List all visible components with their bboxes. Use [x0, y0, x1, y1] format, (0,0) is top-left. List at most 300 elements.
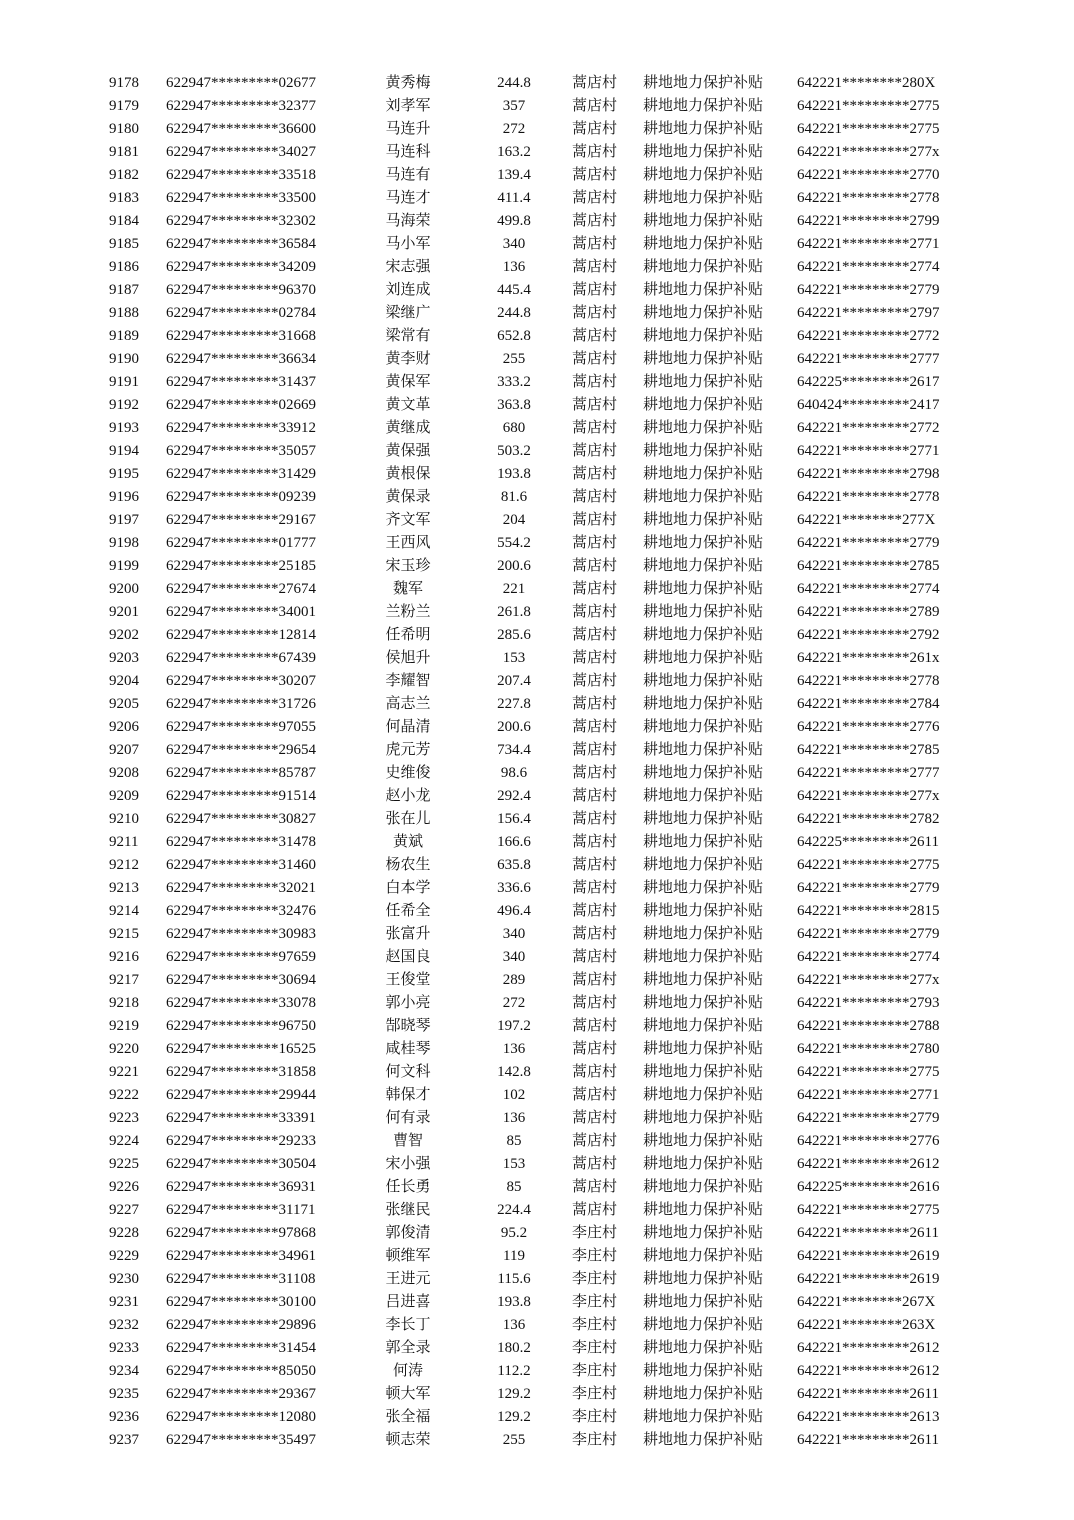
village: 蒿店村	[572, 1110, 618, 1126]
id-number: 642221*********2792	[797, 627, 940, 643]
subsidy-amount: 163.2	[497, 144, 531, 160]
farmer-name: 郭俊清	[385, 1225, 431, 1241]
farmer-name: 黄李财	[385, 351, 431, 367]
subsidy-type: 耕地地力保护补贴	[643, 719, 764, 735]
table-row	[0, 739, 1074, 762]
row-number: 9193	[109, 420, 139, 436]
bank-account: 622947*********36931	[166, 1179, 316, 1195]
subsidy-type: 耕地地力保护补贴	[643, 512, 764, 528]
bank-account: 622947*********33391	[166, 1110, 316, 1126]
row-number: 9184	[109, 213, 139, 229]
row-number: 9237	[109, 1432, 139, 1448]
subsidy-type: 耕地地力保护补贴	[643, 857, 764, 873]
table-row	[0, 762, 1074, 785]
row-number: 9229	[109, 1248, 139, 1264]
table-row	[0, 1130, 1074, 1153]
subsidy-amount: 85	[506, 1179, 522, 1195]
farmer-name: 马连有	[385, 167, 431, 183]
subsidy-type: 耕地地力保护补贴	[643, 1294, 764, 1310]
subsidy-type: 耕地地力保护补贴	[643, 1225, 764, 1241]
village: 李庄村	[572, 1340, 618, 1356]
subsidy-amount: 496.4	[497, 903, 531, 919]
bank-account: 622947*********33500	[166, 190, 316, 206]
bank-account: 622947*********31726	[166, 696, 316, 712]
bank-account: 622947*********02784	[166, 305, 316, 321]
table-row	[0, 808, 1074, 831]
id-number: 642225*********2616	[797, 1179, 940, 1195]
table-row	[0, 647, 1074, 670]
subsidy-type: 耕地地力保护补贴	[643, 374, 764, 390]
village: 蒿店村	[572, 443, 618, 459]
farmer-name: 马海荣	[385, 213, 431, 229]
row-number: 9213	[109, 880, 139, 896]
bank-account: 622947*********30827	[166, 811, 316, 827]
farmer-name: 宋小强	[385, 1156, 431, 1172]
subsidy-amount: 445.4	[497, 282, 531, 298]
farmer-name: 何文科	[385, 1064, 431, 1080]
row-number: 9211	[109, 834, 139, 850]
village: 李庄村	[572, 1294, 618, 1310]
table-row	[0, 877, 1074, 900]
bank-account: 622947*********67439	[166, 650, 316, 666]
id-number: 642221*********2619	[797, 1271, 940, 1287]
id-number: 642221*********2613	[797, 1409, 940, 1425]
table-row	[0, 1153, 1074, 1176]
subsidy-amount: 224.4	[497, 1202, 531, 1218]
row-number: 9197	[109, 512, 139, 528]
bank-account: 622947*********31668	[166, 328, 316, 344]
bank-account: 622947*********36600	[166, 121, 316, 137]
table-row	[0, 233, 1074, 256]
village: 蒿店村	[572, 282, 618, 298]
subsidy-type: 耕地地力保护补贴	[643, 1064, 764, 1080]
bank-account: 622947*********29944	[166, 1087, 316, 1103]
bank-account: 622947*********32476	[166, 903, 316, 919]
table-row	[0, 1176, 1074, 1199]
village: 蒿店村	[572, 627, 618, 643]
row-number: 9181	[109, 144, 139, 160]
bank-account: 622947*********85787	[166, 765, 316, 781]
subsidy-amount: 102	[502, 1087, 526, 1103]
table-row	[0, 670, 1074, 693]
id-number: 642221*********277x	[797, 972, 940, 988]
id-number: 642221*********277x	[797, 788, 940, 804]
row-number: 9186	[109, 259, 139, 275]
subsidy-amount: 333.2	[497, 374, 531, 390]
subsidy-amount: 272	[502, 995, 526, 1011]
row-number: 9234	[109, 1363, 139, 1379]
village: 李庄村	[572, 1363, 618, 1379]
id-number: 642221*********2772	[797, 420, 940, 436]
village: 蒿店村	[572, 489, 618, 505]
table-row	[0, 624, 1074, 647]
table-row	[0, 1038, 1074, 1061]
subsidy-amount: 340	[502, 926, 526, 942]
row-number: 9215	[109, 926, 139, 942]
farmer-name: 梁继广	[385, 305, 431, 321]
bank-account: 622947*********31460	[166, 857, 316, 873]
subsidy-amount: 635.8	[497, 857, 531, 873]
id-number: 642221*********261x	[797, 650, 940, 666]
farmer-name: 马小军	[385, 236, 431, 252]
village: 蒿店村	[572, 420, 618, 436]
village: 蒿店村	[572, 1156, 618, 1172]
subsidy-type: 耕地地力保护补贴	[643, 305, 764, 321]
subsidy-amount: 499.8	[497, 213, 531, 229]
table-row	[0, 1314, 1074, 1337]
table-row	[0, 1061, 1074, 1084]
farmer-name: 任希明	[385, 627, 431, 643]
table-row	[0, 1268, 1074, 1291]
village: 蒿店村	[572, 1064, 618, 1080]
subsidy-amount: 340	[502, 236, 526, 252]
subsidy-type: 耕地地力保护补贴	[643, 282, 764, 298]
subsidy-type: 耕地地力保护补贴	[643, 1202, 764, 1218]
row-number: 9200	[109, 581, 139, 597]
table-row	[0, 992, 1074, 1015]
farmer-name: 张继民	[385, 1202, 431, 1218]
subsidy-type: 耕地地力保护补贴	[643, 397, 764, 413]
subsidy-type: 耕地地力保护补贴	[643, 259, 764, 275]
bank-account: 622947*********12814	[166, 627, 316, 643]
farmer-name: 史维俊	[385, 765, 431, 781]
row-number: 9203	[109, 650, 139, 666]
subsidy-type: 耕地地力保护补贴	[643, 834, 764, 850]
subsidy-type: 耕地地力保护补贴	[643, 489, 764, 505]
farmer-name: 顿志荣	[385, 1432, 431, 1448]
id-number: 642225*********2611	[797, 834, 939, 850]
id-number: 642221*********2782	[797, 811, 940, 827]
table-row	[0, 325, 1074, 348]
farmer-name: 黄保录	[385, 489, 431, 505]
id-number: 642221*********2776	[797, 1133, 940, 1149]
village: 蒿店村	[572, 1179, 618, 1195]
id-number: 642221*********277x	[797, 144, 940, 160]
subsidy-amount: 95.2	[500, 1225, 528, 1241]
subsidy-amount: 129.2	[497, 1386, 531, 1402]
village: 蒿店村	[572, 972, 618, 988]
subsidy-type: 耕地地力保护补贴	[643, 558, 764, 574]
farmer-name: 李长丁	[385, 1317, 431, 1333]
bank-account: 622947*********31108	[166, 1271, 316, 1287]
table-row	[0, 1199, 1074, 1222]
table-row	[0, 1337, 1074, 1360]
table-row	[0, 532, 1074, 555]
bank-account: 622947*********01777	[166, 535, 316, 551]
id-number: 642221*********2775	[797, 1202, 940, 1218]
farmer-name: 马连升	[385, 121, 431, 137]
village: 李庄村	[572, 1386, 618, 1402]
farmer-name: 刘连成	[385, 282, 431, 298]
village: 蒿店村	[572, 1087, 618, 1103]
subsidy-amount: 200.6	[497, 558, 531, 574]
subsidy-type: 耕地地力保护补贴	[643, 1317, 764, 1333]
table-row	[0, 256, 1074, 279]
id-number: 642221*********2774	[797, 581, 940, 597]
id-number: 642221*********2779	[797, 282, 940, 298]
id-number: 642221*********2775	[797, 857, 940, 873]
row-number: 9230	[109, 1271, 139, 1287]
village: 蒿店村	[572, 190, 618, 206]
bank-account: 622947*********32021	[166, 880, 316, 896]
farmer-name: 何有录	[385, 1110, 431, 1126]
subsidy-type: 耕地地力保护补贴	[643, 466, 764, 482]
farmer-name: 黄斌	[392, 834, 423, 850]
farmer-name: 任长勇	[385, 1179, 431, 1195]
row-number: 9236	[109, 1409, 139, 1425]
id-number: 642221*********2774	[797, 949, 940, 965]
subsidy-amount: 204	[502, 512, 526, 528]
id-number: 642221*********2779	[797, 1110, 940, 1126]
village: 蒿店村	[572, 650, 618, 666]
subsidy-type: 耕地地力保护补贴	[643, 650, 764, 666]
bank-account: 622947*********32377	[166, 98, 316, 114]
village: 蒿店村	[572, 857, 618, 873]
farmer-name: 宋志强	[385, 259, 431, 275]
subsidy-amount: 207.4	[497, 673, 531, 689]
subsidy-type: 耕地地力保护补贴	[643, 949, 764, 965]
bank-account: 622947*********02677	[166, 75, 316, 91]
id-number: 642221*********2777	[797, 765, 940, 781]
village: 蒿店村	[572, 995, 618, 1011]
table-row	[0, 1383, 1074, 1406]
row-number: 9227	[109, 1202, 139, 1218]
village: 蒿店村	[572, 535, 618, 551]
subsidy-type: 耕地地力保护补贴	[643, 696, 764, 712]
table-row	[0, 1107, 1074, 1130]
subsidy-type: 耕地地力保护补贴	[643, 1363, 764, 1379]
table-row	[0, 969, 1074, 992]
village: 蒿店村	[572, 121, 618, 137]
village: 蒿店村	[572, 351, 618, 367]
subsidy-type: 耕地地力保护补贴	[643, 1110, 764, 1126]
table-row	[0, 1222, 1074, 1245]
id-number: 642221*********2619	[797, 1248, 940, 1264]
farmer-name: 咸桂琴	[385, 1041, 431, 1057]
bank-account: 622947*********31478	[166, 834, 316, 850]
subsidy-amount: 153	[502, 1156, 526, 1172]
row-number: 9212	[109, 857, 139, 873]
row-number: 9214	[109, 903, 139, 919]
id-number: 642221*********2789	[797, 604, 940, 620]
subsidy-type: 耕地地力保护补贴	[643, 995, 764, 1011]
subsidy-amount: 285.6	[497, 627, 531, 643]
farmer-name: 黄文革	[385, 397, 431, 413]
table-row	[0, 831, 1074, 854]
subsidy-type: 耕地地力保护补贴	[643, 121, 764, 137]
farmer-name: 马连科	[385, 144, 431, 160]
subsidy-type: 耕地地力保护补贴	[643, 1271, 764, 1287]
subsidy-amount: 98.6	[500, 765, 528, 781]
bank-account: 622947*********36634	[166, 351, 316, 367]
row-number: 9195	[109, 466, 139, 482]
subsidy-amount: 156.4	[497, 811, 531, 827]
id-number: 642221*********2775	[797, 1064, 940, 1080]
farmer-name: 张全福	[385, 1409, 431, 1425]
id-number: 642221*********2771	[797, 443, 940, 459]
id-number: 642221*********2785	[797, 742, 940, 758]
village: 蒿店村	[572, 1202, 618, 1218]
village: 蒿店村	[572, 558, 618, 574]
village: 蒿店村	[572, 397, 618, 413]
subsidy-amount: 180.2	[497, 1340, 531, 1356]
subsidy-type: 耕地地力保护补贴	[643, 1179, 764, 1195]
row-number: 9226	[109, 1179, 139, 1195]
farmer-name: 白本学	[385, 880, 431, 896]
row-number: 9217	[109, 972, 139, 988]
row-number: 9183	[109, 190, 139, 206]
village: 蒿店村	[572, 742, 618, 758]
row-number: 9220	[109, 1041, 139, 1057]
subsidy-type: 耕地地力保护补贴	[643, 1156, 764, 1172]
table-row	[0, 164, 1074, 187]
farmer-name: 黄继成	[385, 420, 431, 436]
table-row	[0, 1360, 1074, 1383]
subsidy-amount: 289	[502, 972, 526, 988]
table-row	[0, 693, 1074, 716]
bank-account: 622947*********34209	[166, 259, 316, 275]
row-number: 9222	[109, 1087, 139, 1103]
bank-account: 622947*********85050	[166, 1363, 316, 1379]
village: 蒿店村	[572, 75, 618, 91]
farmer-name: 张在儿	[385, 811, 431, 827]
farmer-name: 刘孝军	[385, 98, 431, 114]
id-number: 642221*********2779	[797, 880, 940, 896]
id-number: 642221*********2788	[797, 1018, 940, 1034]
row-number: 9232	[109, 1317, 139, 1333]
row-number: 9209	[109, 788, 139, 804]
subsidy-amount: 115.6	[497, 1271, 531, 1287]
row-number: 9192	[109, 397, 139, 413]
subsidy-type: 耕地地力保护补贴	[643, 443, 764, 459]
row-number: 9196	[109, 489, 139, 505]
id-number: 642221********277X	[797, 512, 936, 528]
village: 蒿店村	[572, 949, 618, 965]
farmer-name: 王西风	[385, 535, 431, 551]
subsidy-type: 耕地地力保护补贴	[643, 627, 764, 643]
subsidy-type: 耕地地力保护补贴	[643, 811, 764, 827]
id-number: 642221*********2771	[797, 236, 940, 252]
farmer-name: 王进元	[385, 1271, 431, 1287]
bank-account: 622947*********29167	[166, 512, 316, 528]
farmer-name: 李耀智	[385, 673, 431, 689]
table-row	[0, 95, 1074, 118]
bank-account: 622947*********97659	[166, 949, 316, 965]
table-row	[0, 900, 1074, 923]
table-row	[0, 1015, 1074, 1038]
subsidy-table	[0, 72, 1074, 1452]
row-number: 9198	[109, 535, 139, 551]
row-number: 9205	[109, 696, 139, 712]
farmer-name: 魏军	[392, 581, 423, 597]
subsidy-amount: 503.2	[497, 443, 531, 459]
subsidy-type: 耕地地力保护补贴	[643, 98, 764, 114]
table-row	[0, 785, 1074, 808]
table-row	[0, 1406, 1074, 1429]
farmer-name: 郭小亮	[385, 995, 431, 1011]
village: 蒿店村	[572, 673, 618, 689]
table-row	[0, 440, 1074, 463]
subsidy-type: 耕地地力保护补贴	[643, 742, 764, 758]
bank-account: 622947*********35057	[166, 443, 316, 459]
table-row	[0, 923, 1074, 946]
subsidy-type: 耕地地力保护补贴	[643, 1340, 764, 1356]
subsidy-amount: 136	[502, 1110, 526, 1126]
bank-account: 622947*********36584	[166, 236, 316, 252]
village: 蒿店村	[572, 811, 618, 827]
subsidy-type: 耕地地力保护补贴	[643, 1386, 764, 1402]
table-row	[0, 1429, 1074, 1452]
table-row	[0, 946, 1074, 969]
row-number: 9219	[109, 1018, 139, 1034]
farmer-name: 顿维军	[385, 1248, 431, 1264]
village: 蒿店村	[572, 144, 618, 160]
row-number: 9216	[109, 949, 139, 965]
subsidy-type: 耕地地力保护补贴	[643, 75, 764, 91]
subsidy-type: 耕地地力保护补贴	[643, 1018, 764, 1034]
subsidy-amount: 166.6	[497, 834, 531, 850]
table-row	[0, 578, 1074, 601]
village: 蒿店村	[572, 167, 618, 183]
id-number: 640424*********2417	[797, 397, 940, 413]
subsidy-type: 耕地地力保护补贴	[643, 1133, 764, 1149]
table-row	[0, 1245, 1074, 1268]
subsidy-amount: 153	[502, 650, 526, 666]
row-number: 9221	[109, 1064, 139, 1080]
row-number: 9185	[109, 236, 139, 252]
subsidy-type: 耕地地力保护补贴	[643, 190, 764, 206]
bank-account: 622947*********31437	[166, 374, 316, 390]
bank-account: 622947*********34001	[166, 604, 316, 620]
farmer-name: 宋玉珍	[385, 558, 431, 574]
id-number: 642221*********2780	[797, 1041, 940, 1057]
village: 蒿店村	[572, 374, 618, 390]
subsidy-amount: 197.2	[497, 1018, 531, 1034]
subsidy-amount: 734.4	[497, 742, 531, 758]
bank-account: 622947*********96750	[166, 1018, 316, 1034]
subsidy-amount: 193.8	[497, 466, 531, 482]
row-number: 9201	[109, 604, 139, 620]
id-number: 642221********280X	[797, 75, 936, 91]
row-number: 9218	[109, 995, 139, 1011]
row-number: 9231	[109, 1294, 139, 1310]
farmer-name: 赵国良	[385, 949, 431, 965]
row-number: 9199	[109, 558, 139, 574]
row-number: 9179	[109, 98, 139, 114]
id-number: 642221*********2775	[797, 121, 940, 137]
bank-account: 622947*********96370	[166, 282, 316, 298]
row-number: 9187	[109, 282, 139, 298]
subsidy-amount: 244.8	[497, 305, 531, 321]
row-number: 9223	[109, 1110, 139, 1126]
bank-account: 622947*********33518	[166, 167, 316, 183]
village: 蒿店村	[572, 834, 618, 850]
id-number: 642225*********2617	[797, 374, 940, 390]
table-row	[0, 371, 1074, 394]
bank-account: 622947*********12080	[166, 1409, 316, 1425]
subsidy-type: 耕地地力保护补贴	[643, 1432, 764, 1448]
id-number: 642221*********2611	[797, 1386, 939, 1402]
subsidy-amount: 363.8	[497, 397, 531, 413]
subsidy-amount: 272	[502, 121, 526, 137]
subsidy-type: 耕地地力保护补贴	[643, 880, 764, 896]
subsidy-amount: 255	[502, 1432, 526, 1448]
subsidy-type: 耕地地力保护补贴	[643, 673, 764, 689]
subsidy-amount: 136	[502, 1317, 526, 1333]
id-number: 642221*********2793	[797, 995, 940, 1011]
row-number: 9233	[109, 1340, 139, 1356]
farmer-name: 郭全录	[385, 1340, 431, 1356]
